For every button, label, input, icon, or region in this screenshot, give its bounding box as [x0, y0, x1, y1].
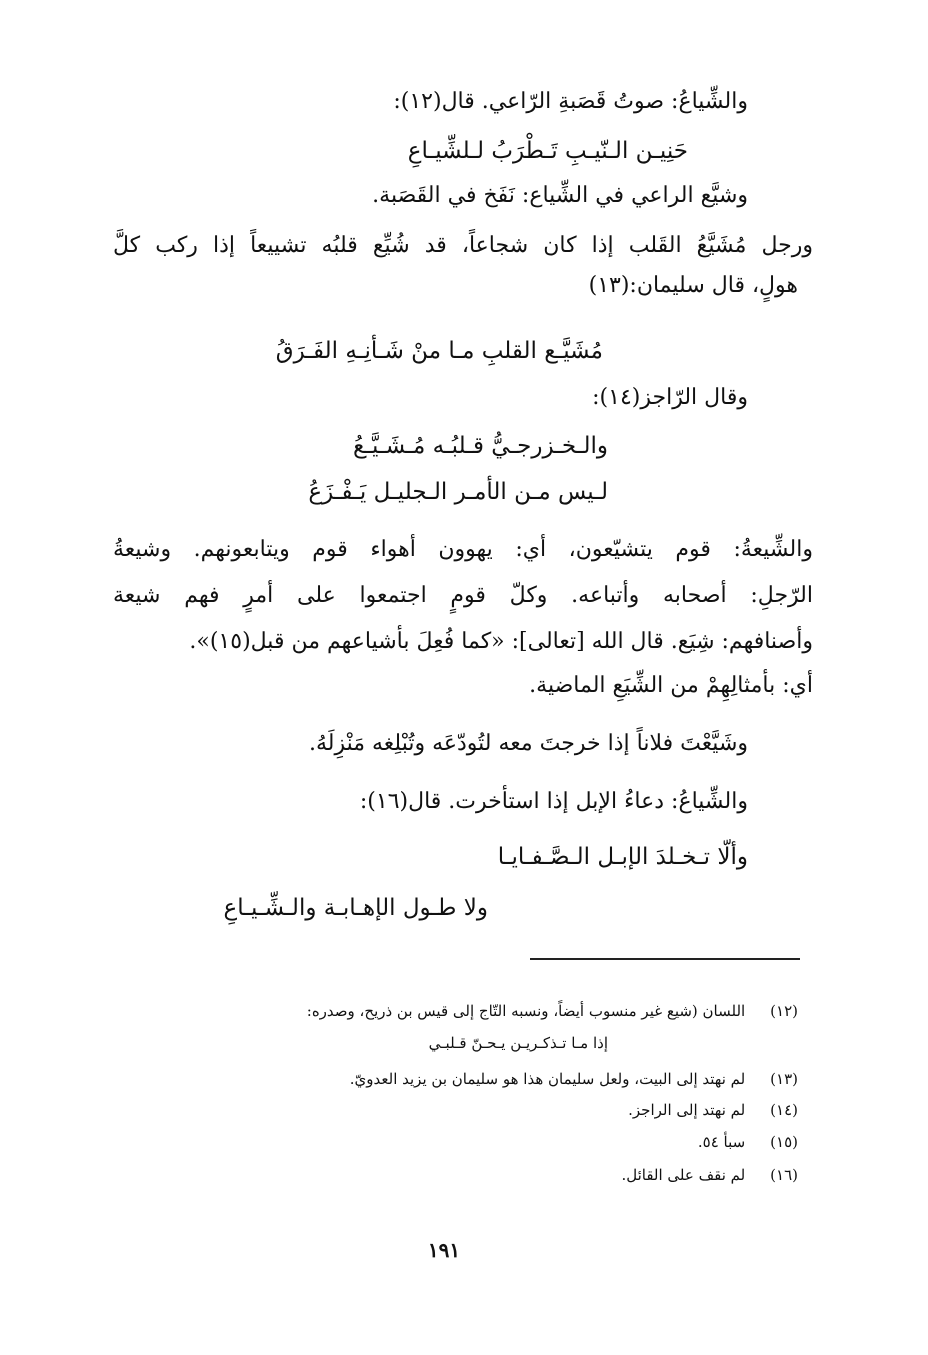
body-line-1: والشِّياعُ: صوتُ قَصَبةِ الرّاعي. قال(١٢): — [393, 89, 748, 114]
verse-line-2: مُشَيَّـع القلبِ مـا منْ شَـأنِـهِ الفَـرَقُ — [275, 338, 603, 364]
body-line-4: هولٍ، قال سليمان:(١٣) — [588, 273, 798, 298]
verse-line-6: ولا طـول الإهـابـة والـشِّـيـاعِ — [223, 895, 488, 921]
footnote-16 — [621, 1164, 798, 1186]
footnote-number: (١٥) — [770, 1133, 798, 1151]
footnote-13 — [350, 1068, 798, 1090]
footnote-number: (١٣) — [770, 1070, 798, 1088]
verse-line-1: حَنِيـن الـنّيـبِ تَـطْرَبُ لـلشِّيـاعِ — [407, 138, 688, 164]
verse-line-4: لـيس مـن الأمـر الـجليـل يَـفْـزَعُ — [308, 479, 608, 505]
body-line-10: وشَيَّعْتَ فلاناً إذا خرجتَ معه لتُودّعَه وتُبْلِغه مَنْزِلَهُ. — [308, 731, 748, 756]
body-line-5: وقال الرّاجز(١٤): — [592, 385, 748, 410]
body-line-8: وأصنافهم: شِيَع. قال الله [تعالى]: «كما فُعِلَ بأشياعهم من قبل(١٥)». — [189, 629, 813, 654]
footnote-verse: إذا مـا تـذكـريـن يـحـنّ قـلبـي — [428, 1034, 608, 1052]
footnote-text: لم نهتد إلى الراجز. — [628, 1101, 746, 1119]
footnote-number: (١٢) — [770, 1002, 798, 1020]
footnote-text: اللسان (شيع غير منسوب أيضاً، ونسبه التّاج إلى قيس بن ذريح، وصدره: — [306, 1002, 746, 1020]
footnote-12 — [307, 1000, 798, 1022]
footnote-14 — [628, 1099, 798, 1121]
body-line-2: وشيَّع الراعي في الشِّياع: نَفَخ في القَصَبة. — [372, 183, 748, 208]
footnote-15 — [698, 1131, 798, 1153]
page-number: ١٩١ — [427, 1238, 461, 1262]
body-line-6: والشِّيعةُ: قوم يتشيّعون، أي: يهوون أهواء قوم ويتابعونهم. وشيعةُ — [113, 537, 813, 562]
body-line-11: والشِّياعُ: دعاءُ الإبل إذا استأخرت. قال(١٦): — [359, 789, 748, 814]
verse-line-3: والـخـزرجـيُّ قـلبُـه مُـشَـيَّـعُ — [353, 433, 608, 459]
body-line-9: أي: بأمثالِهِمْ من الشِّيَعِ الماضية. — [529, 673, 813, 698]
footnote-text: سبأ ٥٤. — [697, 1133, 746, 1151]
footnote-text: لم نقف على القائل. — [621, 1166, 746, 1184]
body-line-3: ورجل مُشَيَّعُ القَلب إذا كان شجاعاً، قد شُيِّع قلبُه تشييعاً إذا ركب كلَّ — [113, 233, 813, 258]
footnote-text: لم نهتد إلى البيت، ولعل سليمان هذا هو سليمان بن يزيد العدويّ. — [349, 1070, 746, 1088]
footnote-number: (١٦) — [770, 1166, 798, 1184]
footnote-number: (١٤) — [770, 1101, 798, 1119]
verse-line-5: وألّا تـخـلدَ الإبـل الـصَّـفـايـا — [497, 844, 748, 870]
footnote-separator — [530, 958, 800, 960]
body-line-7: الرّجلِ: أصحابه وأتباعه. وكلّ قومٍ اجتمعوا على أمرٍ فهم شيعة — [113, 583, 813, 608]
